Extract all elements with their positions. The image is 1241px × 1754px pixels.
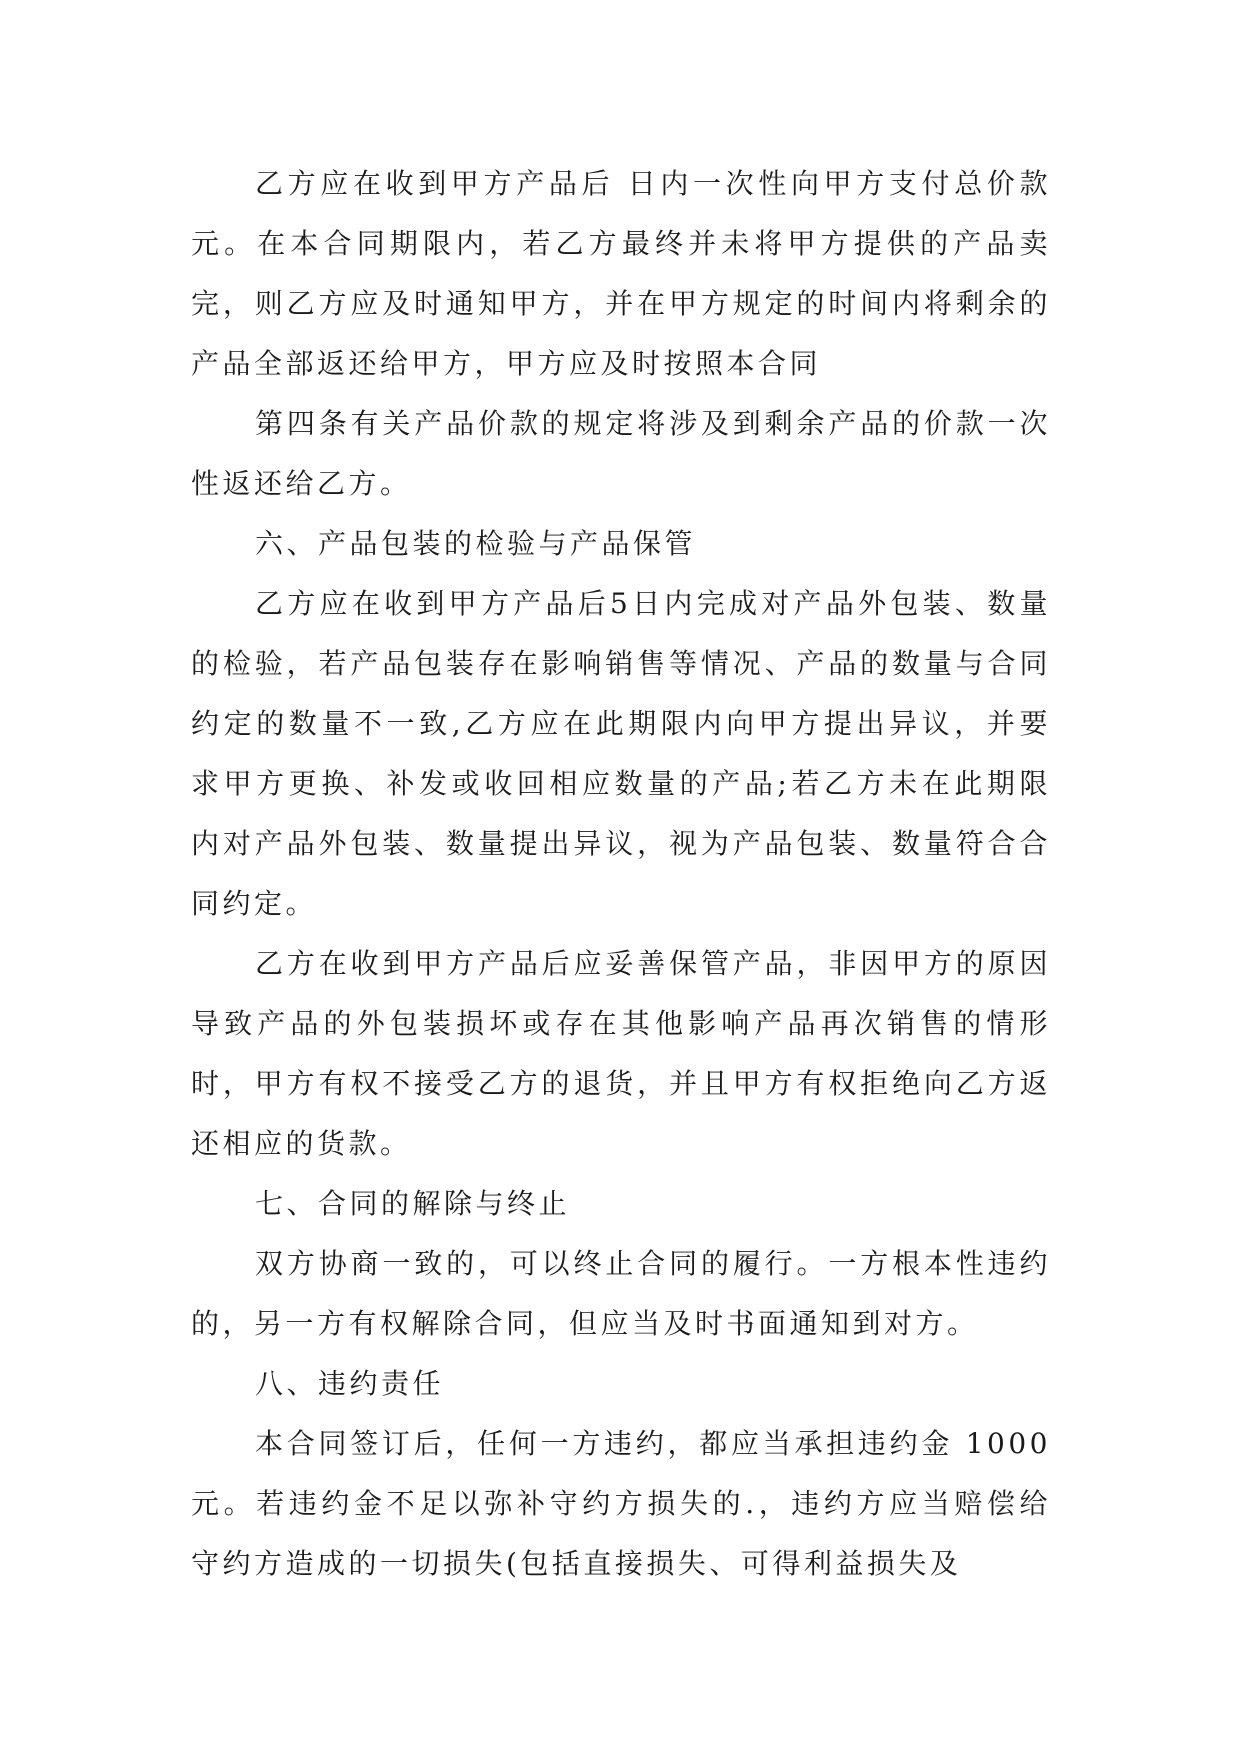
document-body bbox=[191, 154, 1051, 1594]
paragraph-payment-terms: 乙方应在收到甲方产品后 日内一次性向甲方支付总价款 元。在本合同期限内，若乙方最终并未将甲方提供的产品卖完，则乙方应及时通知甲方，并在甲方规定的时间内将剩余的产品全部返还给甲方，甲方应及时按照本合同 bbox=[191, 167, 1051, 380]
paragraph-inspection: 乙方应在收到甲方产品后5日内完成对产品外包装、数量的检验，若产品包装存在影响销售等情况、产品的数量与合同约定的数量不一致,乙方应在此期限内向甲方提出异议，并要求甲方更换、补发或收回相应数量的产品;若乙方未在此期限内对产品外包装、数量提出异议，视为产品包装、数量符合合同约定。 bbox=[191, 587, 1051, 920]
paragraph-custody: 乙方在收到甲方产品后应妥善保管产品，非因甲方的原因导致产品的外包装损坏或存在其他影响产品再次销售的情形时，甲方有权不接受乙方的退货，并且甲方有权拒绝向乙方返还相应的货款。 bbox=[191, 947, 1051, 1160]
paragraph-liability: 本合同签订后，任何一方违约，都应当承担违约金 1000元。若违约金不足以弥补守约方损失的.，违约方应当赔偿给守约方造成的一切损失(包括直接损失、可得利益损失及 bbox=[191, 1427, 1051, 1580]
section-heading-seven: 七、合同的解除与终止 bbox=[255, 1187, 571, 1220]
paragraph-article-four-return: 第四条有关产品价款的规定将涉及到剩余产品的价款一次性返还给乙方。 bbox=[191, 407, 1051, 500]
section-heading-six: 六、产品包装的检验与产品保管 bbox=[255, 527, 697, 560]
section-heading-eight: 八、违约责任 bbox=[255, 1367, 445, 1400]
paragraph-termination: 双方协商一致的，可以终止合同的履行。一方根本性违约的，另一方有权解除合同，但应当及时书面通知到对方。 bbox=[191, 1247, 1051, 1340]
